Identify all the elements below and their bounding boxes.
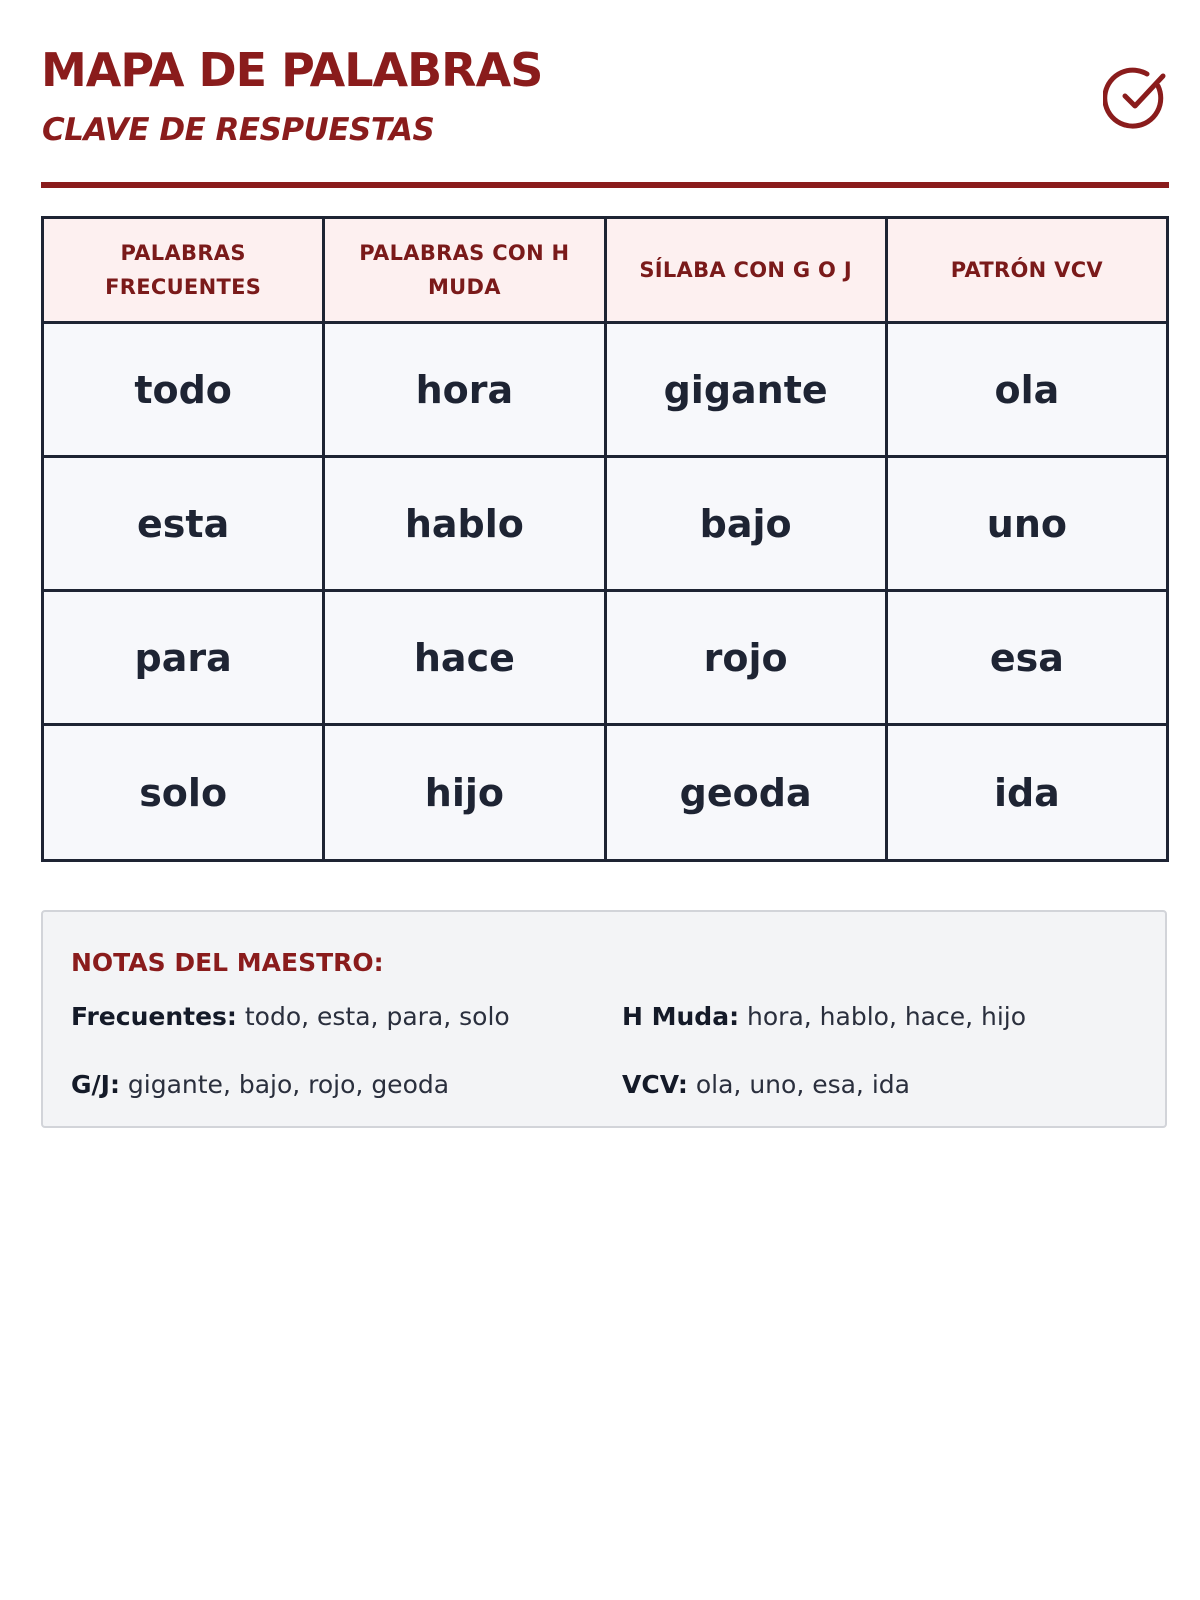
table-cell: hijo <box>324 725 605 861</box>
table-cell: esa <box>886 591 1167 725</box>
column-header-g-or-j: SÍLABA CON G O J <box>605 218 886 323</box>
note-text: hora, hablo, hace, hijo <box>747 1002 1027 1031</box>
note-label: VCV: <box>622 1070 688 1099</box>
column-header-vcv-pattern: PATRÓN VCV <box>886 218 1167 323</box>
note-silent-h <box>622 1002 1026 1031</box>
table-cell: esta <box>43 457 324 591</box>
table-cell: solo <box>43 725 324 861</box>
column-header-silent-h: PALABRAS CON H MUDA <box>324 218 605 323</box>
table-header-row <box>43 218 1168 323</box>
note-label: G/J: <box>71 1070 120 1099</box>
note-vcv <box>622 1070 910 1099</box>
table-cell: uno <box>886 457 1167 591</box>
header <box>41 0 1169 190</box>
table-row <box>43 457 1168 591</box>
note-text: gigante, bajo, rojo, geoda <box>127 1070 450 1099</box>
table-cell: rojo <box>605 591 886 725</box>
note-text: ola, uno, esa, ida <box>695 1070 910 1099</box>
note-label: H Muda: <box>622 1002 740 1031</box>
header-divider <box>41 182 1169 188</box>
table-cell: para <box>43 591 324 725</box>
table-cell: ida <box>886 725 1167 861</box>
page-subtitle: CLAVE DE RESPUESTAS <box>42 112 435 148</box>
note-frequent-words <box>71 1002 510 1031</box>
table-row <box>43 725 1168 861</box>
table-cell: hablo <box>324 457 605 591</box>
table-cell: bajo <box>605 457 886 591</box>
column-header-frequent-words: PALABRAS FRECUENTES <box>43 218 324 323</box>
table-cell: hora <box>324 323 605 457</box>
note-label: Frecuentes: <box>71 1002 237 1031</box>
page-title: MAPA DE PALABRAS <box>41 43 543 97</box>
table-row <box>43 591 1168 725</box>
teacher-notes-box <box>41 910 1167 1128</box>
table-cell: gigante <box>605 323 886 457</box>
check-circle-icon <box>1103 64 1169 130</box>
table-cell: hace <box>324 591 605 725</box>
table-row <box>43 323 1168 457</box>
note-g-j <box>71 1070 449 1099</box>
table-cell: todo <box>43 323 324 457</box>
table-cell: ola <box>886 323 1167 457</box>
table-cell: geoda <box>605 725 886 861</box>
note-text: todo, esta, para, solo <box>244 1002 510 1031</box>
answer-key-page <box>41 0 1169 1099</box>
word-map-table <box>41 216 1169 862</box>
teacher-notes-title: NOTAS DEL MAESTRO: <box>71 948 384 977</box>
